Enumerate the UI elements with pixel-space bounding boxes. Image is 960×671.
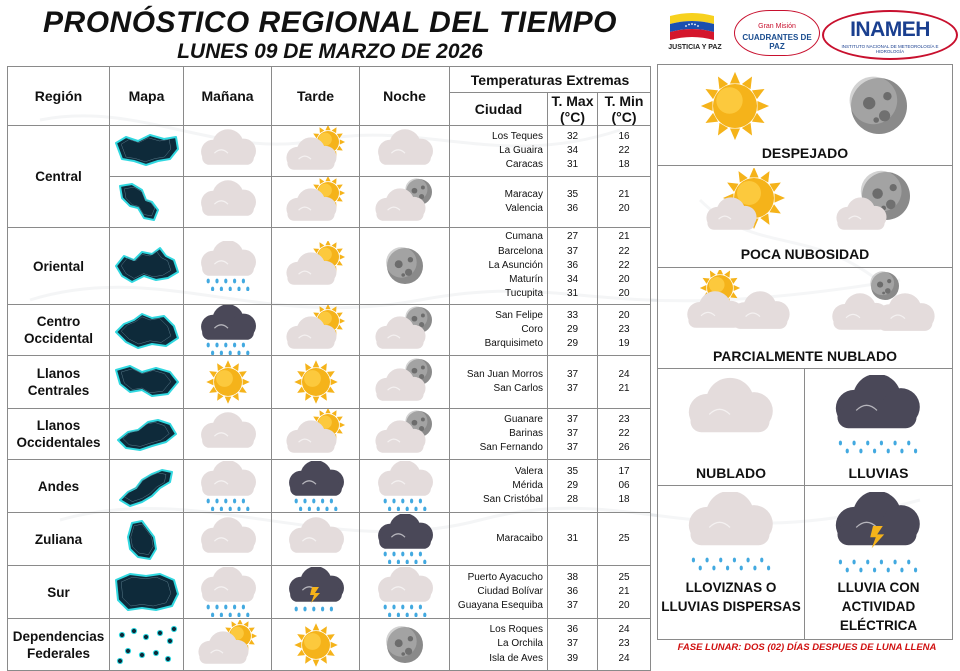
nublado-icon [188,514,268,564]
city-tmax: 37 [566,600,579,612]
sun-cloud-icon [698,168,788,246]
tmax-list [548,126,598,177]
city-tmin: 19 [618,338,630,350]
city-name: San Carlos [493,383,543,394]
city-list [450,126,548,177]
forecast-table [7,66,651,671]
nublado-icon [365,126,445,176]
region-map [110,566,184,619]
forecast-noche [360,409,450,460]
city-name: Isla de Aves [489,652,543,664]
city-name: Tucupita [505,288,543,300]
despejado-dia-icon [276,357,356,407]
legend-nublado [657,368,805,486]
oriental-region-map-icon [112,244,182,288]
city-tmax: 37 [566,638,579,650]
city-name: San Juan Morros [466,368,543,380]
justicia-paz-logo [664,6,722,62]
forecast-noche [360,177,450,228]
city-list [450,356,548,409]
lloviznas-icon [188,461,268,511]
tmin-list [598,619,651,671]
forecast-manana [184,619,272,671]
region-name: Llanos Occidentales [8,409,110,460]
dependencias-map-icon [112,623,182,667]
city-list [450,228,548,305]
lluvias-icon [188,305,268,355]
forecast-row [8,619,651,671]
city-tmin: 23 [618,638,630,650]
forecast-row [8,356,651,409]
moon-icon [844,75,914,137]
header-noche: Noche [360,67,450,126]
city-tmin: 20 [618,600,630,612]
city-name: Ciudad Bolívar [477,585,543,597]
tmax-list [548,513,598,566]
tmax-list [548,356,598,409]
legend-parcial-label: PARCIALMENTE NUBLADO [712,348,898,364]
tmin-list [598,513,651,566]
city-tmax: 31 [566,159,579,171]
capital-region-map-icon [112,129,182,173]
forecast-noche [360,619,450,671]
city-tmin: 06 [618,479,630,491]
header-tarde: Tarde [272,67,360,126]
tmax-list [548,460,598,513]
forecast-manana [184,126,272,177]
forecast-row [8,228,651,305]
legend-electrica-label: LLUVIA CON ACTIVIDAD ELÉCTRICA [837,580,920,633]
central-region-map-icon [112,180,182,224]
city-name: Puerto Ayacucho [467,571,543,583]
parcial-noche-icon [365,409,445,459]
city-name: Guayana Esequiba [457,600,543,612]
andes-map-icon [112,464,182,508]
nublado-icon [188,409,268,459]
city-tmax: 34 [566,144,579,156]
forecast-manana [184,356,272,409]
parcial-dia-icon [276,177,356,227]
legend-nublado-label: NUBLADO [696,465,766,481]
city-tmax: 37 [566,413,579,425]
forecast-noche [360,356,450,409]
region-name: Dependencias Federales [8,619,110,671]
forecast-noche [360,305,450,356]
lloviznas-icon [365,461,445,511]
city-tmax: 37 [566,427,579,439]
city-name: Maracaibo [496,532,543,544]
inameh-sublabel: INSTITUTO NACIONAL DE METEOROLOGÍA E HIDROLOGÍA [841,44,939,54]
forecast-noche [360,566,450,619]
city-name: San Fernando [479,442,543,454]
despejado-dia-icon [276,620,356,670]
tmin-list [598,356,651,409]
city-tmax: 36 [566,259,579,271]
city-tmax: 29 [566,323,579,335]
forecast-tarde [272,126,360,177]
city-tmax: 33 [566,309,579,321]
city-list [450,566,548,619]
parcial-dia-icon [276,409,356,459]
city-name: La Asunción [488,259,543,271]
header-tmin: T. Min (°C) [598,93,651,126]
region-map [110,228,184,305]
city-tmax: 37 [566,383,579,394]
forecast-row [8,566,651,619]
city-tmin: 21 [618,383,630,394]
city-tmax: 37 [566,245,579,257]
cloud-icon [676,377,786,457]
page-title: PRONÓSTICO REGIONAL DEL TIEMPO [43,6,617,39]
sur-map-icon [112,570,182,614]
despejado-noche-icon [365,620,445,670]
header-temperaturas: Temperaturas Extremas [450,67,651,93]
city-name: Cumana [505,231,543,243]
parcial-dia-icon [276,305,356,355]
city-list [450,460,548,513]
forecast-tarde [272,356,360,409]
city-tmax: 36 [566,585,579,597]
gran-mision-logo [734,10,820,56]
city-tmin: 17 [618,465,630,477]
drizzle-cloud-icon [676,492,786,578]
tormenta-icon [276,567,356,617]
region-name: Sur [8,566,110,619]
city-tmin: 20 [618,309,630,321]
region-name: Zuliana [8,513,110,566]
forecast-row [8,513,651,566]
legend-despejado-label: DESPEJADO [761,145,849,161]
llanos-occidentales-map-icon [112,412,182,456]
city-list [450,305,548,356]
forecast-tarde [272,566,360,619]
region-map [110,513,184,566]
forecast-noche [360,513,450,566]
city-tmin: 22 [618,259,630,271]
legend-lloviznas-label: LLOVIZNAS O LLUVIAS DISPERSAS [661,580,801,614]
region-name: Centro Occidental [8,305,110,356]
city-tmax: 39 [566,652,579,664]
city-tmax: 36 [566,203,579,214]
forecast-tarde [272,177,360,228]
city-tmax: 28 [566,494,579,506]
city-name: Maturín [509,274,543,286]
city-name: Maracay [504,188,543,200]
forecast-tarde [272,409,360,460]
centro-occidental-map-icon [112,308,182,352]
city-tmax: 34 [566,274,579,286]
city-tmin: 21 [618,188,630,200]
sun-clouds-icon [678,270,798,350]
city-tmax: 31 [566,288,579,300]
tmax-list [548,177,598,228]
city-tmax: 32 [566,130,579,142]
city-name: San Felipe [495,309,543,321]
city-name: La Guaira [499,144,543,156]
region-map [110,356,184,409]
forecast-row [8,409,651,460]
forecast-noche [360,228,450,305]
city-tmax: 27 [566,231,579,243]
city-tmin: 22 [618,427,630,439]
city-tmin: 18 [618,494,630,506]
city-tmax: 38 [566,571,579,583]
forecast-date: LUNES 09 DE MARZO DE 2026 [177,40,483,63]
city-tmin: 25 [618,532,630,544]
city-list [450,177,548,228]
parcial-noche-icon [365,357,445,407]
venezuela-flag-icon [670,10,714,40]
tmin-list [598,126,651,177]
city-name: Guanare [504,413,543,425]
city-name: Caracas [505,159,543,171]
city-tmax: 36 [566,624,579,636]
nublado-icon [188,126,268,176]
tmin-list [598,305,651,356]
forecast-row [8,460,651,513]
forecast-manana [184,409,272,460]
city-list [450,619,548,671]
city-tmax: 37 [566,368,579,380]
region-map [110,409,184,460]
tmax-list [548,305,598,356]
forecast-tarde [272,513,360,566]
forecast-manana [184,460,272,513]
city-name: Valencia [505,203,543,214]
moon-clouds-icon [823,270,943,350]
moon-cloud-icon [828,168,918,246]
city-tmin: 21 [618,231,630,243]
city-tmin: 22 [618,245,630,257]
legend-despejado [657,64,953,166]
despejado-dia-icon [188,357,268,407]
city-tmax: 37 [566,442,579,454]
city-tmax: 31 [566,532,579,544]
cuadrantes-label: CUADRANTES DE PAZ [742,33,812,51]
city-name: San Cristóbal [482,494,543,506]
city-list [450,409,548,460]
forecast-manana [184,228,272,305]
region-name: Andes [8,460,110,513]
nublado-icon [276,514,356,564]
header-region: Región [8,67,110,126]
forecast-tarde [272,305,360,356]
city-name: Los Teques [492,130,543,142]
city-name: La Orchila [497,638,543,650]
tmax-list [548,619,598,671]
tmax-list [548,566,598,619]
tmax-list [548,228,598,305]
city-tmin: 20 [618,203,630,214]
city-name: Mérida [512,479,543,491]
region-map [110,177,184,228]
parcial-dia-icon [276,126,356,176]
city-tmin: 23 [618,413,630,425]
despejado-noche-icon [365,241,445,291]
rain-cloud-icon [823,375,933,461]
logos-bar [660,6,960,62]
lunar-phase-note: FASE LUNAR: DOS (02) DÍAS DESPUES DE LUNA LLENA [677,642,937,653]
tmin-list [598,177,651,228]
city-tmin: 24 [618,368,630,380]
city-tmin: 20 [618,288,630,300]
lloviznas-icon [188,567,268,617]
legend-lluvias [804,368,953,486]
forecast-manana [184,177,272,228]
lluvias-icon [276,461,356,511]
llanos-centrales-map-icon [112,360,182,404]
legend-panel [657,64,953,638]
header-ciudad: Ciudad [450,93,548,126]
city-name: Valera [514,465,543,477]
tmin-list [598,460,651,513]
city-tmin: 16 [618,130,630,142]
tmin-list [598,409,651,460]
forecast-manana [184,513,272,566]
forecast-noche [360,126,450,177]
city-tmin: 25 [618,571,630,583]
city-tmax: 29 [566,479,579,491]
forecast-row [8,126,651,177]
city-tmin: 21 [618,585,630,597]
lloviznas-icon [365,567,445,617]
region-map [110,460,184,513]
region-map [110,305,184,356]
gran-mision-label: Gran Misión [758,23,796,30]
region-name: Llanos Centrales [8,356,110,409]
region-map [110,619,184,671]
sun-icon [698,69,772,143]
city-tmin: 26 [618,442,630,454]
city-name: Los Roques [489,624,543,636]
parcial-noche-icon [365,177,445,227]
forecast-row [8,305,651,356]
nublado-icon [188,177,268,227]
lluvias-icon [365,514,445,564]
city-name: Barquisimeto [484,338,543,350]
storm-cloud-icon [823,492,933,578]
city-tmin: 22 [618,144,630,156]
zuliana-map-icon [112,517,182,561]
inameh-logo [822,10,958,60]
city-tmax: 35 [566,465,579,477]
tmin-list [598,566,651,619]
forecast-tarde [272,228,360,305]
region-name: Central [8,126,110,228]
tmin-list [598,228,651,305]
forecast-manana [184,566,272,619]
forecast-tarde [272,619,360,671]
city-tmin: 23 [618,323,630,335]
legend-lluvias-label: LLUVIAS [848,465,909,481]
city-list [450,513,548,566]
city-name: Barcelona [497,245,543,257]
city-tmax: 29 [566,338,579,350]
legend-poca-nubosidad [657,165,953,268]
header-mapa: Mapa [110,67,184,126]
legend-poca-label: POCA NUBOSIDAD [740,246,870,262]
city-tmin: 18 [618,159,630,171]
forecast-tarde [272,460,360,513]
parcial-noche-icon [365,305,445,355]
parcial-dia-icon [188,620,268,670]
city-tmin: 20 [618,274,630,286]
region-map [110,126,184,177]
legend-lloviznas [657,485,805,640]
legend-parcialmente-nublado [657,267,953,369]
parcial-dia-icon [276,241,356,291]
legend-electrica [804,485,953,640]
lloviznas-icon [188,241,268,291]
city-name: Barinas [509,427,543,439]
forecast-manana [184,305,272,356]
justicia-paz-label: JUSTICIA Y PAZ [668,44,722,51]
city-tmax: 35 [566,188,579,200]
city-tmin: 24 [618,624,630,636]
city-name: Coro [521,323,543,335]
header-tmax: T. Max (°C) [548,93,598,126]
city-tmin: 24 [618,652,630,664]
region-name: Oriental [8,228,110,305]
header-manana: Mañana [184,67,272,126]
forecast-noche [360,460,450,513]
tmax-list [548,409,598,460]
inameh-label: INAMEH [850,18,930,41]
